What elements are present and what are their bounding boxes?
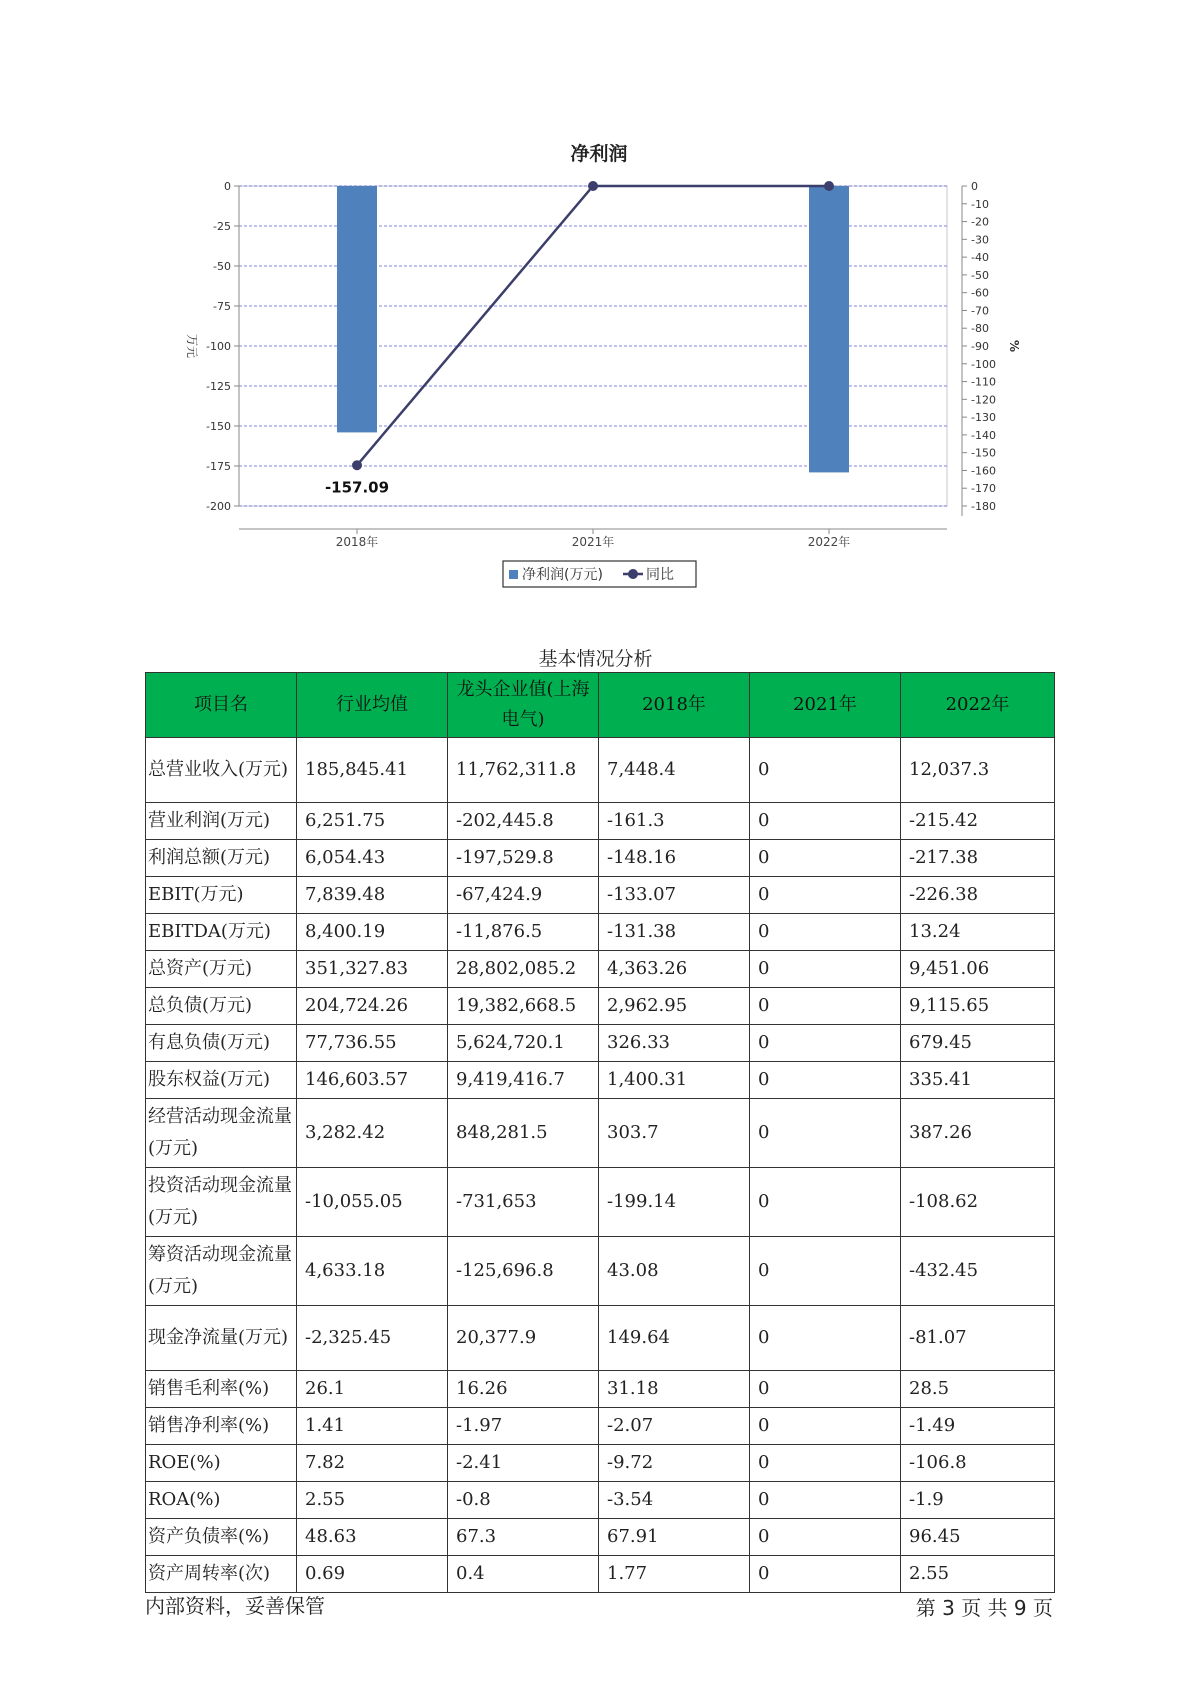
value-cell: 48.63 [297, 1519, 448, 1556]
value-cell: 303.7 [599, 1099, 750, 1168]
value-cell: -731,653 [448, 1168, 599, 1237]
value-cell: 16.26 [448, 1371, 599, 1408]
value-cell: -202,445.8 [448, 803, 599, 840]
right-tick-label: -150 [971, 446, 996, 460]
value-cell: 2,962.95 [599, 988, 750, 1025]
value-cell: 0 [750, 1408, 901, 1445]
value-cell: -432.45 [901, 1237, 1055, 1306]
header-cell: 2021年 [750, 673, 901, 738]
table-row [146, 1168, 1055, 1237]
value-cell: 3,282.42 [297, 1099, 448, 1168]
row-label-cell: EBITDA(万元) [146, 914, 297, 951]
value-cell: -1.49 [901, 1408, 1055, 1445]
footer-page-number: 第 3 页 共 9 页 [915, 1596, 1053, 1620]
row-label-cell: ROA(%) [146, 1482, 297, 1519]
value-cell: -131.38 [599, 914, 750, 951]
value-cell: 1.77 [599, 1556, 750, 1593]
header-cell: 2018年 [599, 673, 750, 738]
legend-label: 同比 [646, 567, 674, 583]
value-cell: 20,377.9 [448, 1306, 599, 1371]
value-cell: -10,055.05 [297, 1168, 448, 1237]
value-cell: -161.3 [599, 803, 750, 840]
table-row [146, 738, 1055, 803]
value-cell: 19,382,668.5 [448, 988, 599, 1025]
value-cell: 9,419,416.7 [448, 1062, 599, 1099]
value-cell: 387.26 [901, 1099, 1055, 1168]
y-axis-label: 万元 [185, 333, 199, 359]
table-row [146, 840, 1055, 877]
row-label-cell: 经营活动现金流量(万元) [146, 1099, 297, 1168]
table-row [146, 1445, 1055, 1482]
right-tick-label: -80 [971, 322, 989, 336]
net-profit-chart [0, 0, 1191, 600]
line-point [352, 460, 362, 470]
value-cell: 0 [750, 951, 901, 988]
table-row [146, 951, 1055, 988]
value-cell: 0 [750, 1445, 901, 1482]
value-cell: 679.45 [901, 1025, 1055, 1062]
row-label-cell: 股东权益(万元) [146, 1062, 297, 1099]
value-cell: 0 [750, 1062, 901, 1099]
table-row [146, 914, 1055, 951]
value-cell: 26.1 [297, 1371, 448, 1408]
value-cell: 2.55 [297, 1482, 448, 1519]
value-cell: -3.54 [599, 1482, 750, 1519]
value-cell: 0 [750, 1482, 901, 1519]
value-cell: -106.8 [901, 1445, 1055, 1482]
right-tick-label: -180 [971, 500, 996, 513]
value-cell: 0 [750, 1519, 901, 1556]
value-cell: 9,115.65 [901, 988, 1055, 1025]
right-tick-label: -30 [971, 233, 989, 247]
legend-label: 净利润(万元) [522, 567, 603, 583]
value-cell: 0.4 [448, 1556, 599, 1593]
value-cell: 0 [750, 1371, 901, 1408]
right-tick-label: -40 [971, 251, 989, 265]
data-label: -157.09 [324, 478, 390, 497]
value-cell: 326.33 [599, 1025, 750, 1062]
value-cell: 146,603.57 [297, 1062, 448, 1099]
value-cell: 0 [750, 1556, 901, 1593]
row-label-cell: 资产周转率(次) [146, 1556, 297, 1593]
footer-confidential-note: 内部资料，妥善保管 [145, 1594, 325, 1618]
value-cell: 0 [750, 738, 901, 803]
row-label-cell: 投资活动现金流量(万元) [146, 1168, 297, 1237]
x-tick-label: 2022年 [807, 535, 851, 549]
right-axis-label: % [1007, 339, 1021, 353]
right-tick-label: -70 [971, 304, 989, 318]
header-cell: 行业均值 [297, 673, 448, 738]
value-cell: 7,448.4 [599, 738, 750, 803]
value-cell: 0 [750, 914, 901, 951]
right-tick-label: -20 [971, 215, 989, 229]
value-cell: 848,281.5 [448, 1099, 599, 1168]
row-label-cell: 总资产(万元) [146, 951, 297, 988]
value-cell: -199.14 [599, 1168, 750, 1237]
table-row [146, 988, 1055, 1025]
value-cell: 7,839.48 [297, 877, 448, 914]
y-tick-label: -150 [206, 420, 231, 433]
value-cell: -1.9 [901, 1482, 1055, 1519]
legend-bar-swatch [509, 570, 518, 579]
table-row [146, 1237, 1055, 1306]
value-cell: 1.41 [297, 1408, 448, 1445]
right-tick-label: -140 [971, 428, 996, 442]
right-tick-label: -100 [971, 357, 996, 371]
right-tick-label: -160 [971, 464, 996, 478]
value-cell: -2.07 [599, 1408, 750, 1445]
y-tick-label: -50 [213, 260, 231, 273]
right-tick-label: -90 [971, 340, 989, 353]
value-cell: 185,845.41 [297, 738, 448, 803]
line-series [357, 186, 829, 465]
y-tick-label: -25 [213, 220, 231, 233]
value-cell: -2,325.45 [297, 1306, 448, 1371]
table-row [146, 1062, 1055, 1099]
value-cell: -81.07 [901, 1306, 1055, 1371]
line-point [824, 181, 834, 191]
value-cell: 149.64 [599, 1306, 750, 1371]
value-cell: 0 [750, 840, 901, 877]
basic-analysis-table [145, 672, 1055, 1593]
legend-line-marker [628, 569, 638, 579]
value-cell: 43.08 [599, 1237, 750, 1306]
value-cell: 8,400.19 [297, 914, 448, 951]
table-row [146, 1025, 1055, 1062]
value-cell: 0 [750, 1306, 901, 1371]
right-tick-label: -170 [971, 482, 996, 496]
value-cell: -148.16 [599, 840, 750, 877]
table-row [146, 1482, 1055, 1519]
right-tick-label: -10 [971, 197, 989, 211]
value-cell: 6,251.75 [297, 803, 448, 840]
header-cell: 龙头企业值(上海电气) [448, 673, 599, 738]
value-cell: 11,762,311.8 [448, 738, 599, 803]
value-cell: 1,400.31 [599, 1062, 750, 1099]
y-tick-label: -125 [206, 380, 231, 393]
header-row [146, 673, 1055, 738]
value-cell: 0 [750, 988, 901, 1025]
bar [809, 186, 849, 472]
table-row [146, 1408, 1055, 1445]
header-cell: 2022年 [901, 673, 1055, 738]
value-cell: -133.07 [599, 877, 750, 914]
value-cell: 204,724.26 [297, 988, 448, 1025]
right-tick-label: 0 [971, 180, 978, 193]
value-cell: 351,327.83 [297, 951, 448, 988]
value-cell: 12,037.3 [901, 738, 1055, 803]
value-cell: 28.5 [901, 1371, 1055, 1408]
chart-title: 净利润 [570, 143, 628, 165]
value-cell: 0 [750, 877, 901, 914]
value-cell: -217.38 [901, 840, 1055, 877]
value-cell: 13.24 [901, 914, 1055, 951]
table-row [146, 877, 1055, 914]
y-tick-label: -75 [213, 300, 231, 313]
value-cell: 4,633.18 [297, 1237, 448, 1306]
value-cell: -9.72 [599, 1445, 750, 1482]
y-tick-label: -175 [206, 460, 231, 473]
value-cell: -11,876.5 [448, 914, 599, 951]
value-cell: 67.3 [448, 1519, 599, 1556]
table-row [146, 1099, 1055, 1168]
bar [337, 186, 377, 432]
value-cell: -197,529.8 [448, 840, 599, 877]
value-cell: 9,451.06 [901, 951, 1055, 988]
value-cell: 7.82 [297, 1445, 448, 1482]
table-row [146, 1306, 1055, 1371]
value-cell: 5,624,720.1 [448, 1025, 599, 1062]
right-tick-label: -110 [971, 375, 996, 389]
row-label-cell: 营业利润(万元) [146, 803, 297, 840]
value-cell: 31.18 [599, 1371, 750, 1408]
row-label-cell: 总负债(万元) [146, 988, 297, 1025]
right-tick-label: -50 [971, 268, 989, 282]
row-label-cell: 现金净流量(万元) [146, 1306, 297, 1371]
row-label-cell: ROE(%) [146, 1445, 297, 1482]
value-cell: -0.8 [448, 1482, 599, 1519]
y-tick-label: -100 [206, 340, 231, 353]
value-cell: -215.42 [901, 803, 1055, 840]
value-cell: -2.41 [448, 1445, 599, 1482]
row-label-cell: 资产负债率(%) [146, 1519, 297, 1556]
value-cell: 77,736.55 [297, 1025, 448, 1062]
table-row [146, 1519, 1055, 1556]
value-cell: 0 [750, 1025, 901, 1062]
value-cell: 6,054.43 [297, 840, 448, 877]
right-tick-label: -120 [971, 393, 996, 407]
table-row [146, 1556, 1055, 1593]
line-point [588, 181, 598, 191]
value-cell: 96.45 [901, 1519, 1055, 1556]
value-cell: 0 [750, 1237, 901, 1306]
y-tick-label: -200 [206, 500, 231, 513]
x-tick-label: 2021年 [571, 535, 615, 549]
value-cell: 335.41 [901, 1062, 1055, 1099]
x-tick-label: 2018年 [335, 535, 379, 549]
value-cell: 2.55 [901, 1556, 1055, 1593]
row-label-cell: 有息负债(万元) [146, 1025, 297, 1062]
row-label-cell: 利润总额(万元) [146, 840, 297, 877]
row-label-cell: 总营业收入(万元) [146, 738, 297, 803]
value-cell: 0 [750, 1099, 901, 1168]
value-cell: -226.38 [901, 877, 1055, 914]
value-cell: -108.62 [901, 1168, 1055, 1237]
value-cell: 0 [750, 1168, 901, 1237]
value-cell: -1.97 [448, 1408, 599, 1445]
value-cell: 28,802,085.2 [448, 951, 599, 988]
table-row [146, 1371, 1055, 1408]
right-tick-label: -60 [971, 286, 989, 300]
row-label-cell: 筹资活动现金流量(万元) [146, 1237, 297, 1306]
table-caption: 基本情况分析 [538, 648, 653, 670]
row-label-cell: 销售毛利率(%) [146, 1371, 297, 1408]
value-cell: 0 [750, 803, 901, 840]
right-tick-label: -130 [971, 411, 996, 425]
value-cell: 67.91 [599, 1519, 750, 1556]
y-tick-label: 0 [224, 180, 231, 193]
row-label-cell: 销售净利率(%) [146, 1408, 297, 1445]
table-row [146, 803, 1055, 840]
value-cell: 4,363.26 [599, 951, 750, 988]
value-cell: 0.69 [297, 1556, 448, 1593]
value-cell: -125,696.8 [448, 1237, 599, 1306]
header-cell: 项目名 [146, 673, 297, 738]
row-label-cell: EBIT(万元) [146, 877, 297, 914]
value-cell: -67,424.9 [448, 877, 599, 914]
